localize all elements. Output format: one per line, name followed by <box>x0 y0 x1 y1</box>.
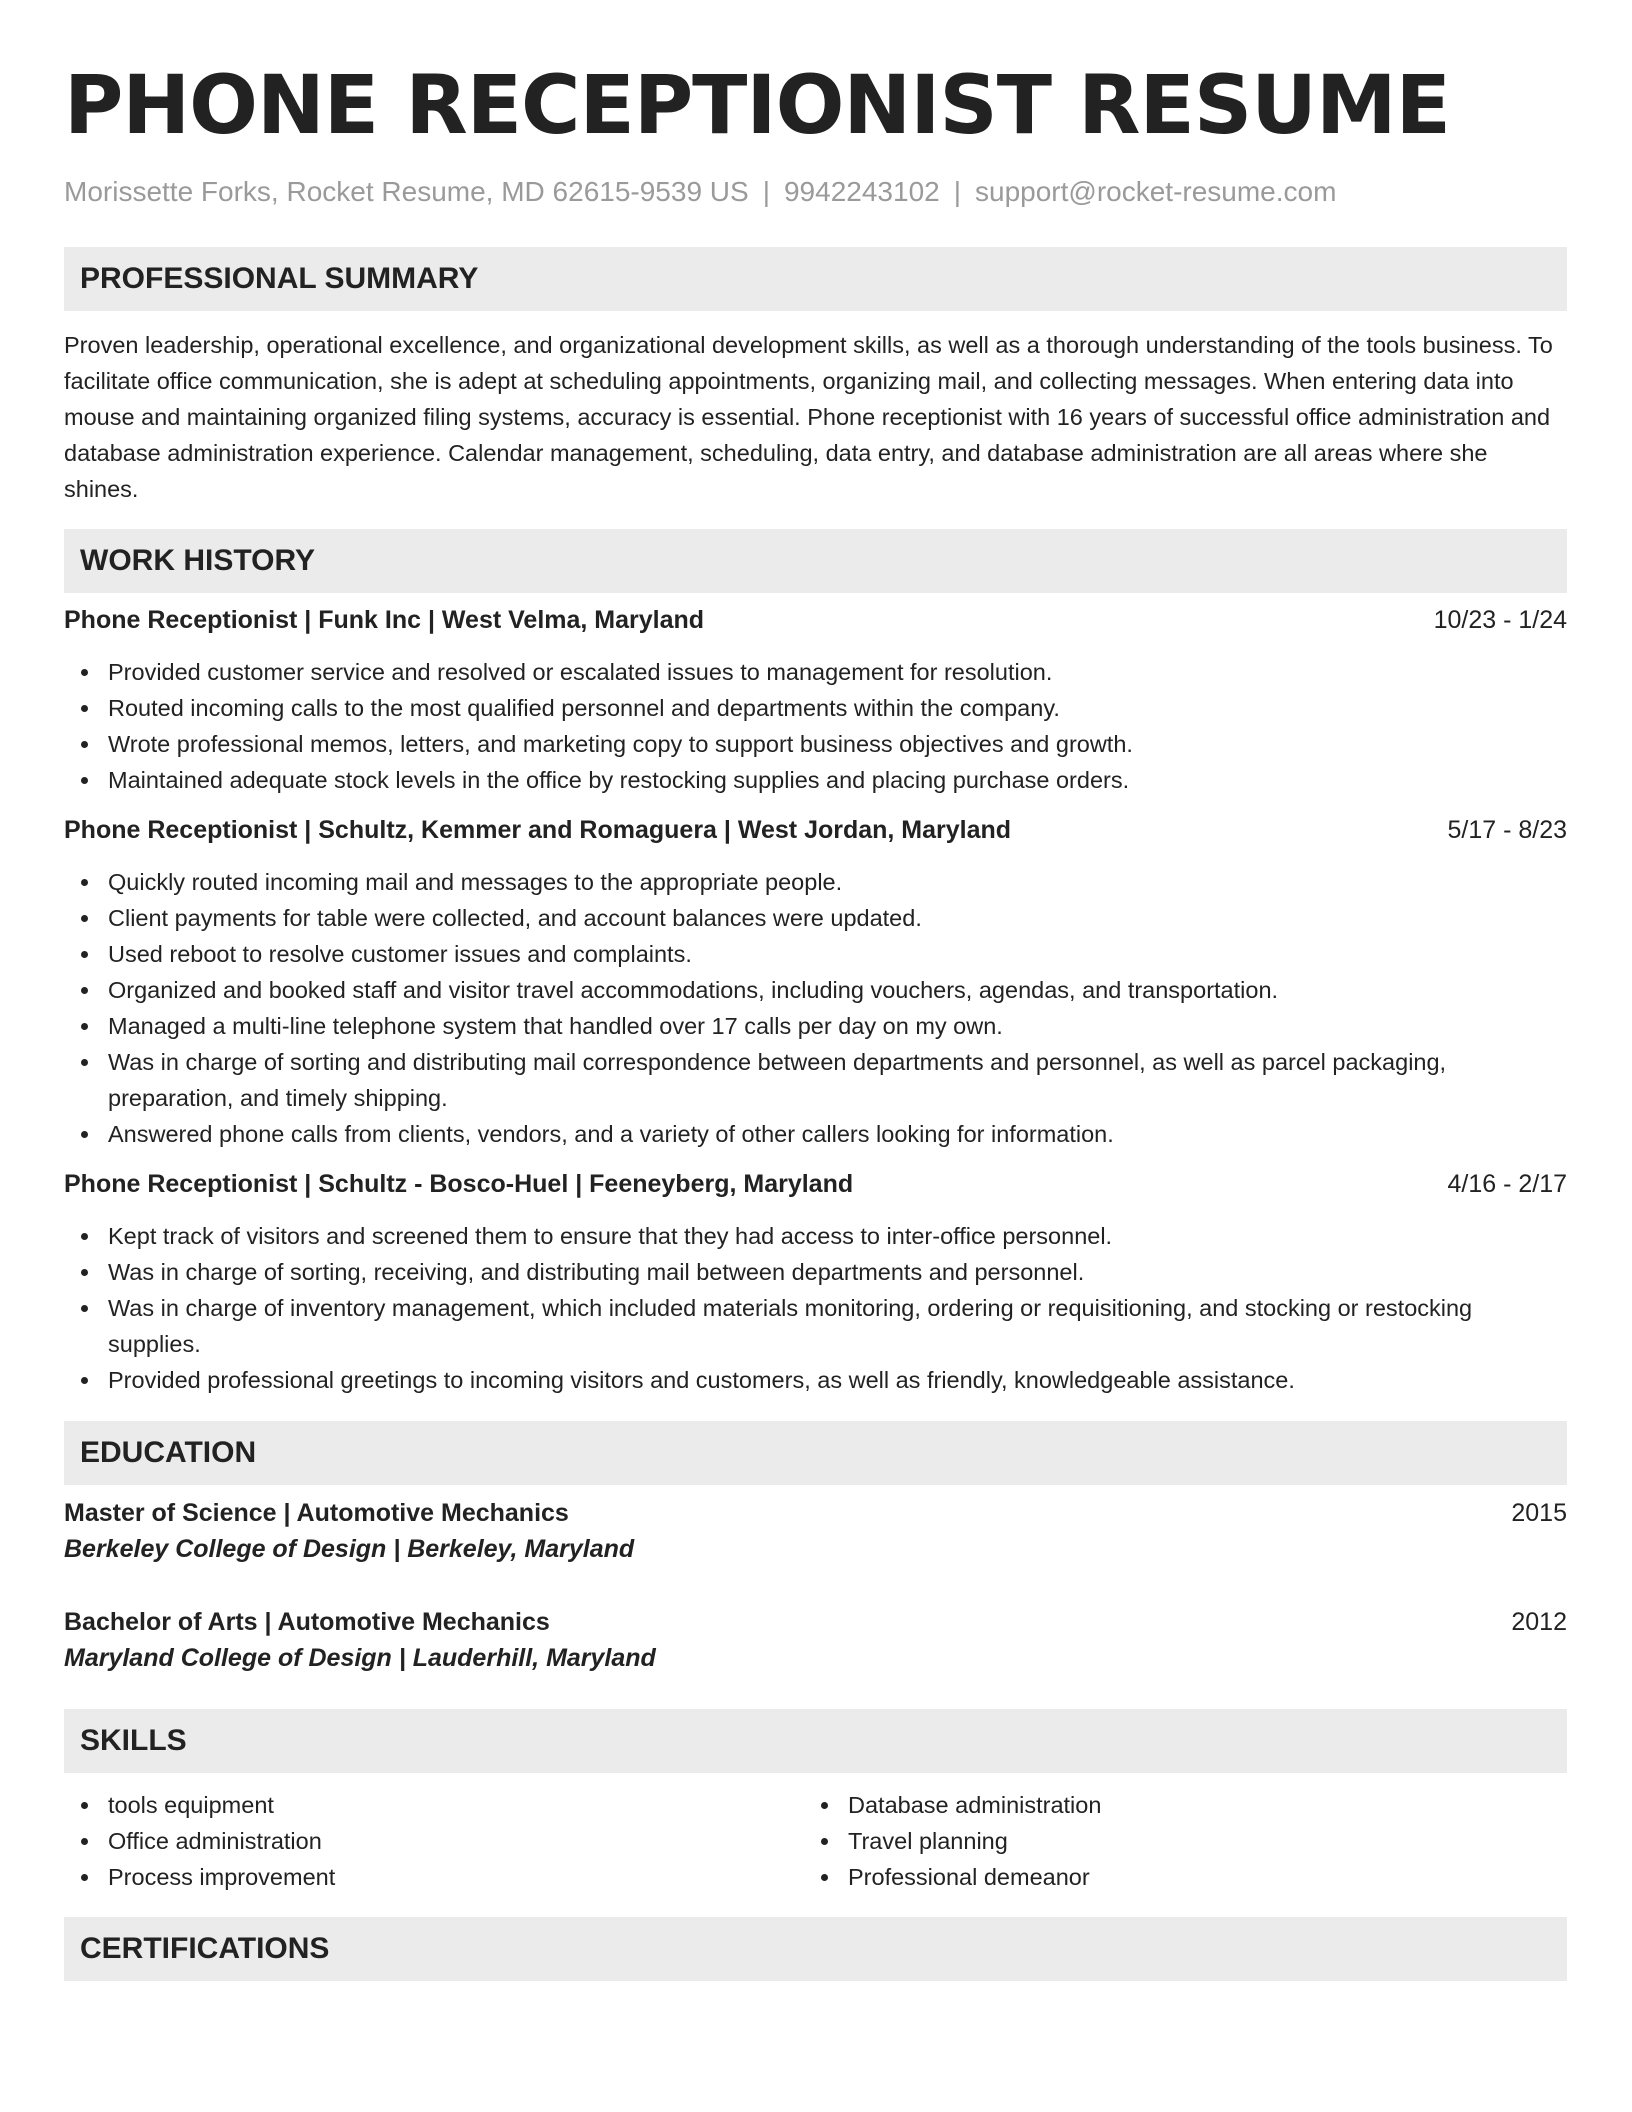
contact-line <box>64 174 1567 210</box>
job-bullet: Organized and booked staff and visitor travel accommodations, including vouchers, agendas, and transportation. <box>64 972 1567 1008</box>
skills-list-left <box>64 1787 804 1895</box>
section-heading-summary: PROFESSIONAL SUMMARY <box>64 247 1567 311</box>
education-header <box>64 1604 1567 1640</box>
job-bullet: Provided professional greetings to incoming visitors and customers, as well as friendly, knowledgeable assistance. <box>64 1362 1567 1398</box>
contact-email: support@rocket-resume.com <box>975 176 1337 207</box>
summary-text: Proven leadership, operational excellence, and organizational development skills, as well as a thorough understanding of the tools business. To facilitate office communication, she is adept at scheduling appointments, organizing mail, and collecting messages. When entering data into mouse and maintaining organized filing systems, accuracy is essential. Phone receptionist with 16 years of successful office administration and database administration experience. Calendar management, scheduling, data entry, and database administration are all areas where she shines. <box>64 332 1553 502</box>
job-bullets <box>64 1218 1567 1398</box>
job-bullets <box>64 864 1567 1152</box>
job-dates: 4/16 - 2/17 <box>1447 1170 1567 1198</box>
job-bullet: Routed incoming calls to the most qualified personnel and departments within the company. <box>64 690 1567 726</box>
job-bullet: Used reboot to resolve customer issues and complaints. <box>64 936 1567 972</box>
job-header <box>64 812 1567 848</box>
job-header <box>64 602 1567 638</box>
job-bullet: Quickly routed incoming mail and messages to the appropriate people. <box>64 864 1567 900</box>
job-bullet: Managed a multi-line telephone system that handled over 17 calls per day on my own. <box>64 1008 1567 1044</box>
job-bullet: Provided customer service and resolved or escalated issues to management for resolution. <box>64 654 1567 690</box>
job-bullet: Maintained adequate stock levels in the office by restocking supplies and placing purchase orders. <box>64 762 1567 798</box>
job-bullet: Was in charge of sorting and distributing mail correspondence between departments and personnel, as well as parcel packaging, preparation, and timely shipping. <box>64 1044 1567 1116</box>
job-bullets <box>64 654 1567 798</box>
job-entry <box>64 812 1567 1152</box>
job-entry <box>64 602 1567 798</box>
job-bullet: Was in charge of inventory management, which included materials monitoring, ordering or requisitioning, and stocking or restocking supplies. <box>64 1290 1567 1362</box>
education-year: 2015 <box>1511 1499 1567 1527</box>
skill-item: Professional demeanor <box>804 1859 1544 1895</box>
job-header <box>64 1166 1567 1202</box>
contact-separator: | <box>762 176 770 207</box>
section-heading-education: EDUCATION <box>64 1421 1567 1485</box>
section-heading-skills: SKILLS <box>64 1709 1567 1773</box>
job-bullet: Was in charge of sorting, receiving, and distributing mail between departments and personnel. <box>64 1254 1567 1290</box>
job-entry <box>64 1166 1567 1398</box>
education-degree: Bachelor of Arts | Automotive Mechanics <box>64 1608 550 1636</box>
contact-address: Morissette Forks, Rocket Resume, MD 62615-9539 US <box>64 176 749 207</box>
skill-item: Database administration <box>804 1787 1544 1823</box>
education-school: Maryland College of Design | Lauderhill, Maryland <box>64 1644 656 1672</box>
education-entry <box>64 1495 1567 1567</box>
section-heading-work-history: WORK HISTORY <box>64 529 1567 593</box>
skills-list-right <box>804 1787 1544 1895</box>
education-entry <box>64 1604 1567 1676</box>
job-title: Phone Receptionist | Funk Inc | West Velma, Maryland <box>64 606 705 634</box>
contact-phone: 9942243102 <box>783 176 940 207</box>
job-title: Phone Receptionist | Schultz - Bosco-Huel | Feeneyberg, Maryland <box>64 1170 854 1198</box>
skill-item: Travel planning <box>804 1823 1544 1859</box>
job-bullet: Kept track of visitors and screened them to ensure that they had access to inter-office personnel. <box>64 1218 1567 1254</box>
education-degree: Master of Science | Automotive Mechanics <box>64 1499 569 1527</box>
resume-title: PHONE RECEPTIONIST RESUME <box>64 59 1450 153</box>
education-header <box>64 1495 1567 1531</box>
resume-page <box>64 56 1567 1981</box>
contact-separator: | <box>953 176 961 207</box>
skill-item: Office administration <box>64 1823 804 1859</box>
skill-item: tools equipment <box>64 1787 804 1823</box>
job-bullet: Wrote professional memos, letters, and marketing copy to support business objectives and growth. <box>64 726 1567 762</box>
skills-columns <box>64 1787 1567 1895</box>
education-school: Berkeley College of Design | Berkeley, Maryland <box>64 1535 635 1563</box>
job-title: Phone Receptionist | Schultz, Kemmer and Romaguera | West Jordan, Maryland <box>64 816 1012 844</box>
job-bullet: Answered phone calls from clients, vendors, and a variety of other callers looking for information. <box>64 1116 1567 1152</box>
job-dates: 5/17 - 8/23 <box>1447 816 1567 844</box>
job-dates: 10/23 - 1/24 <box>1433 606 1567 634</box>
job-bullet: Client payments for table were collected, and account balances were updated. <box>64 900 1567 936</box>
section-heading-certifications: CERTIFICATIONS <box>64 1917 1567 1981</box>
skill-item: Process improvement <box>64 1859 804 1895</box>
education-year: 2012 <box>1511 1608 1567 1636</box>
